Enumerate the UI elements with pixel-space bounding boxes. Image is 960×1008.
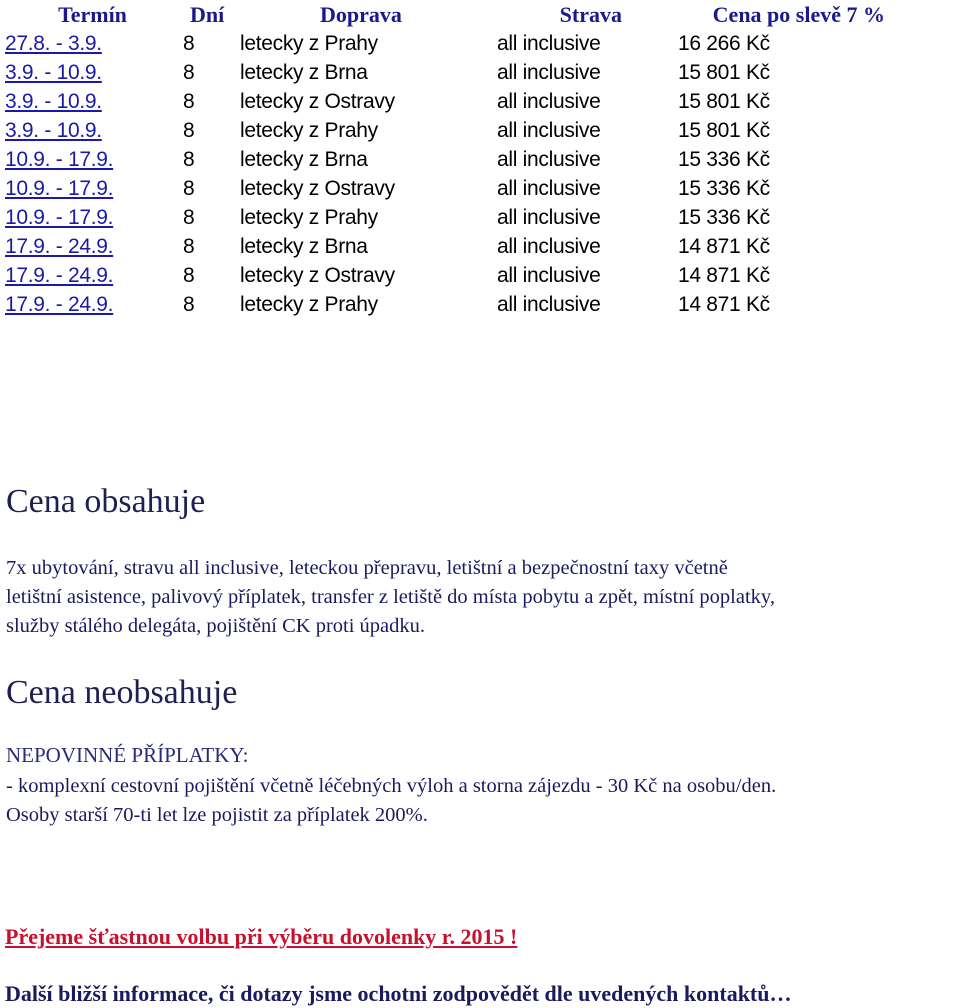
term-link[interactable]: 3.9. - 10.9. bbox=[5, 90, 102, 113]
term-link[interactable]: 27.8. - 3.9. bbox=[5, 32, 102, 55]
term-link[interactable]: 10.9. - 17.9. bbox=[5, 206, 114, 229]
table-row bbox=[5, 145, 927, 174]
table-row bbox=[5, 290, 927, 319]
price-table bbox=[5, 0, 927, 319]
board-cell: all inclusive bbox=[497, 148, 601, 171]
table-header-row bbox=[5, 0, 927, 29]
table-row bbox=[5, 174, 927, 203]
price-cell: 14 871 Kč bbox=[678, 264, 770, 287]
days-cell: 8 bbox=[183, 293, 195, 316]
transport-cell: letecky z Ostravy bbox=[240, 90, 395, 113]
board-cell: all inclusive bbox=[497, 90, 601, 113]
price-cell: 15 801 Kč bbox=[678, 61, 770, 84]
header-term: Termín bbox=[58, 2, 127, 27]
transport-cell: letecky z Prahy bbox=[240, 293, 378, 316]
transport-cell: letecky z Prahy bbox=[240, 206, 378, 229]
days-cell: 8 bbox=[183, 32, 195, 55]
days-cell: 8 bbox=[183, 148, 195, 171]
board-cell: all inclusive bbox=[497, 206, 601, 229]
term-link[interactable]: 17.9. - 24.9. bbox=[5, 235, 114, 258]
price-cell: 14 871 Kč bbox=[678, 293, 770, 316]
excludes-heading: Cena neobsahuje bbox=[6, 674, 238, 711]
excludes-line: - komplexní cestovní pojištění včetně léčebných výloh a storna zájezdu - 30 Kč na osobu/den. bbox=[6, 775, 777, 797]
includes-line: služby stálého delegáta, pojištění CK proti úpadku. bbox=[6, 615, 426, 637]
price-cell: 15 801 Kč bbox=[678, 90, 770, 113]
transport-cell: letecky z Prahy bbox=[240, 119, 378, 142]
days-cell: 8 bbox=[183, 264, 195, 287]
table-row bbox=[5, 203, 927, 232]
board-cell: all inclusive bbox=[497, 235, 601, 258]
board-cell: all inclusive bbox=[497, 177, 601, 200]
price-cell: 14 871 Kč bbox=[678, 235, 770, 258]
excludes-paragraph bbox=[6, 772, 958, 830]
header-days: Dní bbox=[190, 2, 225, 27]
board-cell: all inclusive bbox=[497, 264, 601, 287]
price-cell: 15 336 Kč bbox=[678, 148, 770, 171]
price-cell: 15 336 Kč bbox=[678, 206, 770, 229]
header-price: Cena po slevě 7 % bbox=[712, 2, 885, 27]
excludes-line: Osoby starší 70-ti let lze pojistit za příplatek 200%. bbox=[6, 804, 428, 826]
term-link[interactable]: 10.9. - 17.9. bbox=[5, 177, 114, 200]
price-cell: 15 336 Kč bbox=[678, 177, 770, 200]
term-link[interactable]: 3.9. - 10.9. bbox=[5, 61, 102, 84]
table-row bbox=[5, 87, 927, 116]
wish-link[interactable]: Přejeme šťastnou volbu při výběru dovolenky r. 2015 ! bbox=[5, 924, 518, 949]
price-cell: 16 266 Kč bbox=[678, 32, 770, 55]
transport-cell: letecky z Brna bbox=[240, 148, 368, 171]
days-cell: 8 bbox=[183, 235, 195, 258]
days-cell: 8 bbox=[183, 90, 195, 113]
transport-cell: letecky z Brna bbox=[240, 61, 368, 84]
days-cell: 8 bbox=[183, 61, 195, 84]
header-transport: Doprava bbox=[320, 2, 402, 27]
table-row bbox=[5, 58, 927, 87]
days-cell: 8 bbox=[183, 206, 195, 229]
transport-cell: letecky z Prahy bbox=[240, 32, 378, 55]
board-cell: all inclusive bbox=[497, 32, 601, 55]
includes-line: letištní asistence, palivový příplatek, transfer z letiště do místa pobytu a zpět, místní poplatky, bbox=[6, 586, 775, 608]
table-row bbox=[5, 116, 927, 145]
term-link[interactable]: 10.9. - 17.9. bbox=[5, 148, 114, 171]
table-row bbox=[5, 261, 927, 290]
header-board: Strava bbox=[559, 2, 622, 27]
term-link[interactable]: 17.9. - 24.9. bbox=[5, 264, 114, 287]
transport-cell: letecky z Brna bbox=[240, 235, 368, 258]
board-cell: all inclusive bbox=[497, 293, 601, 316]
includes-paragraph bbox=[6, 554, 958, 641]
days-cell: 8 bbox=[183, 177, 195, 200]
includes-heading: Cena obsahuje bbox=[6, 483, 206, 520]
price-cell: 15 801 Kč bbox=[678, 119, 770, 142]
includes-line: 7x ubytování, stravu all inclusive, leteckou přepravu, letištní a bezpečnostní taxy včetně bbox=[6, 557, 728, 579]
term-link[interactable]: 3.9. - 10.9. bbox=[5, 119, 102, 142]
days-cell: 8 bbox=[183, 119, 195, 142]
board-cell: all inclusive bbox=[497, 61, 601, 84]
term-link[interactable]: 17.9. - 24.9. bbox=[5, 293, 114, 316]
footer-info: Další bližší informace, či dotazy jsme ochotni zodpovědět dle uvedených kontaktů… bbox=[5, 981, 792, 1006]
optional-surcharges-label: NEPOVINNÉ PŘÍPLATKY: bbox=[6, 743, 249, 767]
board-cell: all inclusive bbox=[497, 119, 601, 142]
table-row bbox=[5, 29, 927, 58]
transport-cell: letecky z Ostravy bbox=[240, 264, 395, 287]
transport-cell: letecky z Ostravy bbox=[240, 177, 395, 200]
table-row bbox=[5, 232, 927, 261]
